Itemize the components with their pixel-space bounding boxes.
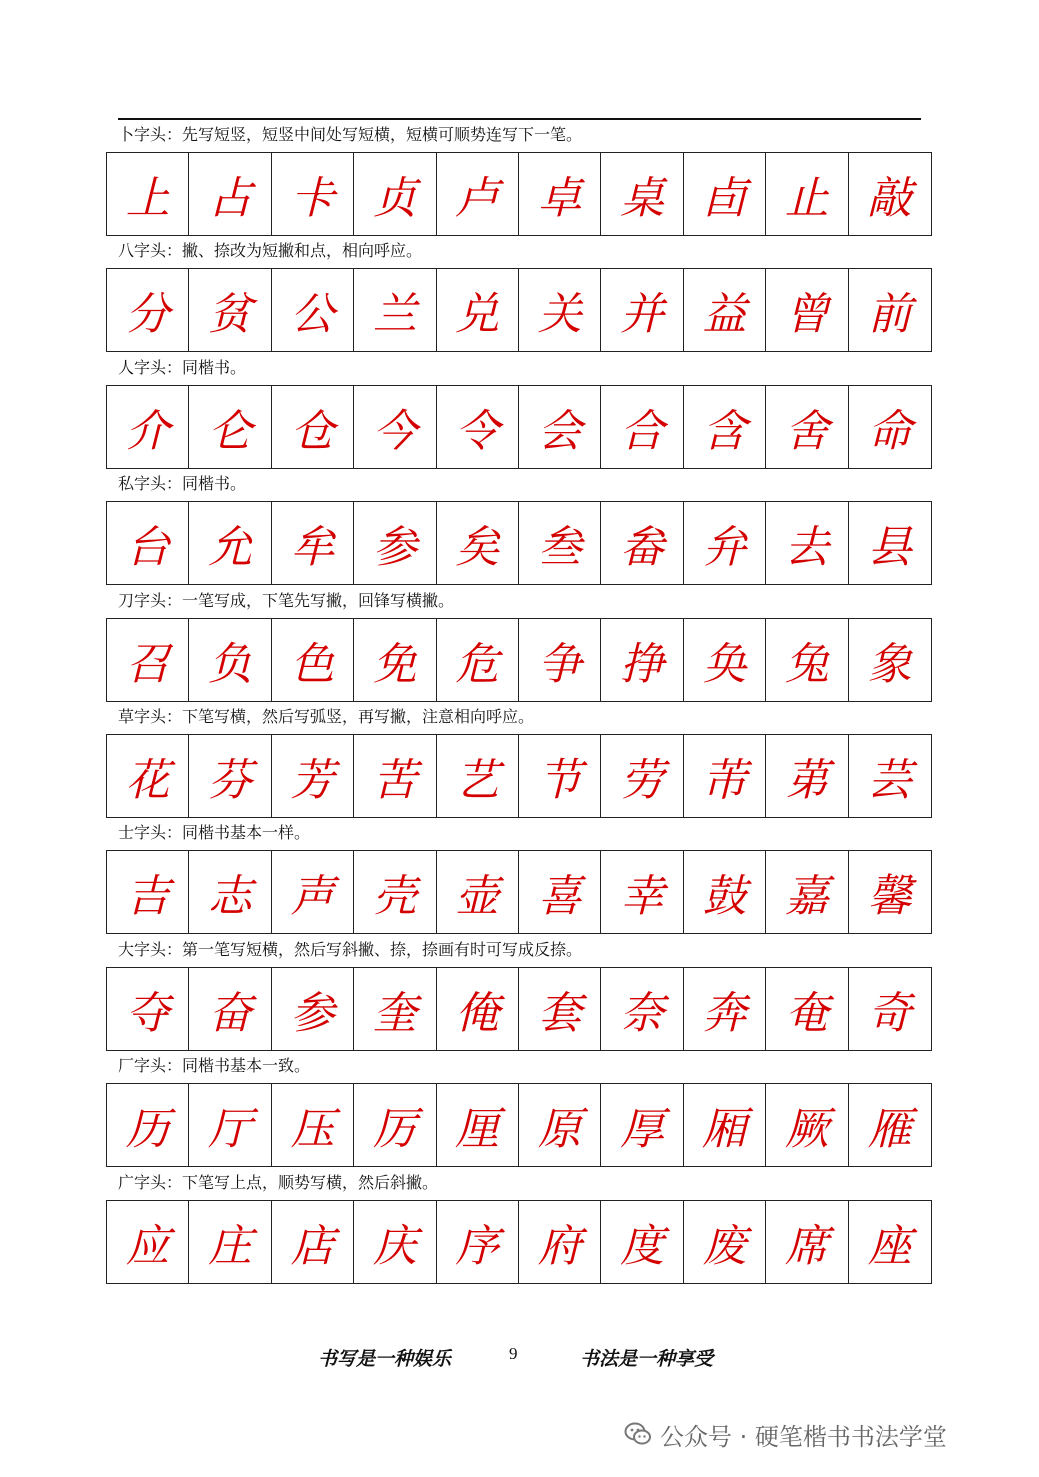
char-grid bbox=[106, 850, 932, 934]
char-cell: 合 bbox=[601, 386, 683, 468]
char-cell: 奋 bbox=[189, 968, 271, 1050]
char-cell: 卡 bbox=[272, 153, 354, 235]
char-cell: 劳 bbox=[601, 735, 683, 817]
char-cell: 并 bbox=[601, 269, 683, 351]
char-cell: 度 bbox=[601, 1201, 683, 1283]
char-cell: 曾 bbox=[766, 269, 848, 351]
char-cell: 卓 bbox=[519, 153, 601, 235]
char-grid bbox=[106, 501, 932, 585]
char-cell: 介 bbox=[107, 386, 189, 468]
char-cell: 命 bbox=[867, 405, 912, 457]
char-cell: 嘉 bbox=[766, 851, 848, 933]
watermark-text: 公众号 · 硬笔楷书书法学堂 bbox=[660, 1422, 947, 1451]
char-cell: 兰 bbox=[354, 269, 436, 351]
char-cell: 芸 bbox=[867, 754, 912, 806]
char-cell: 益 bbox=[684, 269, 766, 351]
char-cell: 占 bbox=[189, 153, 271, 235]
char-cell: 舍 bbox=[766, 386, 848, 468]
char-cell: 负 bbox=[189, 619, 271, 701]
footer-right-motto: 书法是一种享受 bbox=[580, 1348, 714, 1370]
section-caption: 刀字头：一笔写成，下笔先写撇，回锋写横撇。 bbox=[118, 590, 455, 610]
section-da bbox=[0, 936, 1039, 1052]
char-cell: 今 bbox=[354, 386, 436, 468]
char-cell: 志 bbox=[189, 851, 271, 933]
char-cell: 套 bbox=[519, 968, 601, 1050]
char-cell: 艺 bbox=[437, 735, 519, 817]
char-cell: 卢 bbox=[437, 153, 519, 235]
char-cell: 厚 bbox=[601, 1084, 683, 1166]
char-cell: 上 bbox=[107, 153, 189, 235]
char-cell: 原 bbox=[519, 1084, 601, 1166]
char-cell: 令 bbox=[437, 386, 519, 468]
char-cell: 仓 bbox=[272, 386, 354, 468]
sections bbox=[0, 121, 1039, 1285]
char-grid bbox=[106, 734, 932, 818]
char-cell: 喜 bbox=[519, 851, 601, 933]
char-cell: 召 bbox=[107, 619, 189, 701]
char-cell: 分 bbox=[107, 269, 189, 351]
section-shi bbox=[0, 819, 1039, 935]
char-cell: 桌 bbox=[601, 153, 683, 235]
char-cell: 苐 bbox=[766, 735, 848, 817]
section-caption: 大字头：第一笔写短横，然后写斜撇、捺，捺画有时可写成反捺。 bbox=[118, 939, 583, 959]
char-cell: 花 bbox=[107, 735, 189, 817]
wechat-icon bbox=[624, 1420, 652, 1448]
section-caption: 广字头：下笔写上点，顺势写横，然后斜撇。 bbox=[118, 1172, 439, 1192]
char-cell: 芬 bbox=[189, 735, 271, 817]
char-cell: 会 bbox=[519, 386, 601, 468]
char-cell: 芳 bbox=[272, 735, 354, 817]
char-cell: 前 bbox=[867, 289, 912, 341]
section-caption: 八字头：撇、捺改为短撇和点，相向呼应。 bbox=[118, 241, 423, 261]
char-cell: 废 bbox=[684, 1201, 766, 1283]
char-cell: 店 bbox=[272, 1201, 354, 1283]
section-caption: 草字头：下笔写横，然后写弧竖，再写撇，注意相向呼应。 bbox=[118, 706, 535, 726]
section-cao bbox=[0, 703, 1039, 819]
char-cell: 历 bbox=[107, 1084, 189, 1166]
char-cell: 弁 bbox=[684, 502, 766, 584]
char-cell: 挣 bbox=[601, 619, 683, 701]
char-cell: 壶 bbox=[437, 851, 519, 933]
char-cell: 危 bbox=[437, 619, 519, 701]
char-cell: 声 bbox=[272, 851, 354, 933]
char-cell: 仑 bbox=[189, 386, 271, 468]
char-cell: 厅 bbox=[189, 1084, 271, 1166]
page-footer bbox=[0, 1344, 1039, 1374]
char-cell: 苦 bbox=[354, 735, 436, 817]
char-cell: 夺 bbox=[107, 968, 189, 1050]
char-cell: 厥 bbox=[766, 1084, 848, 1166]
section-si bbox=[0, 470, 1039, 586]
char-cell: 矣 bbox=[437, 502, 519, 584]
char-cell: 免 bbox=[354, 619, 436, 701]
char-grid bbox=[106, 1200, 932, 1284]
char-cell: 奈 bbox=[601, 968, 683, 1050]
char-cell: 敲 bbox=[867, 173, 912, 224]
char-cell: 壳 bbox=[354, 851, 436, 933]
char-cell: 厢 bbox=[684, 1084, 766, 1166]
char-cell: 去 bbox=[766, 502, 848, 584]
char-cell: 奔 bbox=[684, 968, 766, 1050]
footer-left-motto: 书写是一种娱乐 bbox=[318, 1348, 452, 1370]
char-cell: 畚 bbox=[601, 502, 683, 584]
char-cell: 牟 bbox=[272, 502, 354, 584]
char-cell: 奇 bbox=[867, 987, 912, 1039]
char-cell: 关 bbox=[519, 269, 601, 351]
section-dao bbox=[0, 587, 1039, 703]
char-cell: 参 bbox=[354, 502, 436, 584]
char-cell: 俺 bbox=[437, 968, 519, 1050]
char-cell: 庆 bbox=[354, 1201, 436, 1283]
char-cell: 公 bbox=[272, 269, 354, 351]
section-caption: 士字头：同楷书基本一样。 bbox=[118, 823, 311, 843]
section-chang bbox=[0, 1052, 1039, 1168]
char-cell: 兔 bbox=[766, 619, 848, 701]
page-number: 9 bbox=[509, 1344, 518, 1363]
char-cell: 鼓 bbox=[684, 851, 766, 933]
char-cell: 奎 bbox=[354, 968, 436, 1050]
char-cell: 贫 bbox=[189, 269, 271, 351]
char-cell: 卣 bbox=[684, 153, 766, 235]
char-grid bbox=[106, 385, 932, 469]
char-grid bbox=[106, 967, 932, 1051]
section-ba bbox=[0, 237, 1039, 353]
char-cell: 雁 bbox=[867, 1104, 912, 1156]
char-cell: 争 bbox=[519, 619, 601, 701]
section-bu bbox=[0, 121, 1039, 237]
char-cell: 府 bbox=[519, 1201, 601, 1283]
char-cell: 县 bbox=[867, 522, 912, 574]
char-cell: 序 bbox=[437, 1201, 519, 1283]
char-cell: 止 bbox=[766, 153, 848, 235]
char-cell: 兑 bbox=[437, 269, 519, 351]
char-cell: 座 bbox=[867, 1220, 912, 1272]
char-cell: 允 bbox=[189, 502, 271, 584]
char-cell: 吉 bbox=[107, 851, 189, 933]
char-cell: 奂 bbox=[684, 619, 766, 701]
section-caption: 私字头：同楷书。 bbox=[118, 474, 247, 494]
section-caption: 厂字头：同楷书基本一致。 bbox=[118, 1056, 311, 1076]
char-cell: 参 bbox=[272, 968, 354, 1050]
char-cell: 芾 bbox=[684, 735, 766, 817]
char-cell: 含 bbox=[684, 386, 766, 468]
char-cell: 奄 bbox=[766, 968, 848, 1050]
top-rule bbox=[118, 118, 921, 120]
section-caption: 卜字头：先写短竖，短竖中间处写短横，短横可顺势连写下一笔。 bbox=[118, 125, 583, 144]
section-guang bbox=[0, 1169, 1039, 1285]
char-cell: 幸 bbox=[601, 851, 683, 933]
char-grid bbox=[106, 618, 932, 702]
char-cell: 应 bbox=[107, 1201, 189, 1283]
char-cell: 厘 bbox=[437, 1084, 519, 1166]
char-cell: 厉 bbox=[354, 1084, 436, 1166]
char-cell: 色 bbox=[272, 619, 354, 701]
char-grid bbox=[106, 152, 932, 236]
char-cell: 贞 bbox=[354, 153, 436, 235]
watermark bbox=[624, 1414, 947, 1454]
char-grid bbox=[106, 268, 932, 352]
section-ren bbox=[0, 354, 1039, 470]
char-cell: 台 bbox=[107, 502, 189, 584]
section-caption: 人字头：同楷书。 bbox=[118, 357, 247, 377]
char-cell: 象 bbox=[867, 638, 912, 690]
char-cell: 压 bbox=[272, 1084, 354, 1166]
char-grid bbox=[106, 1083, 932, 1167]
char-cell: 席 bbox=[766, 1201, 848, 1283]
char-cell: 馨 bbox=[867, 871, 912, 923]
char-cell: 庄 bbox=[189, 1201, 271, 1283]
char-cell: 节 bbox=[519, 735, 601, 817]
char-cell: 叁 bbox=[519, 502, 601, 584]
